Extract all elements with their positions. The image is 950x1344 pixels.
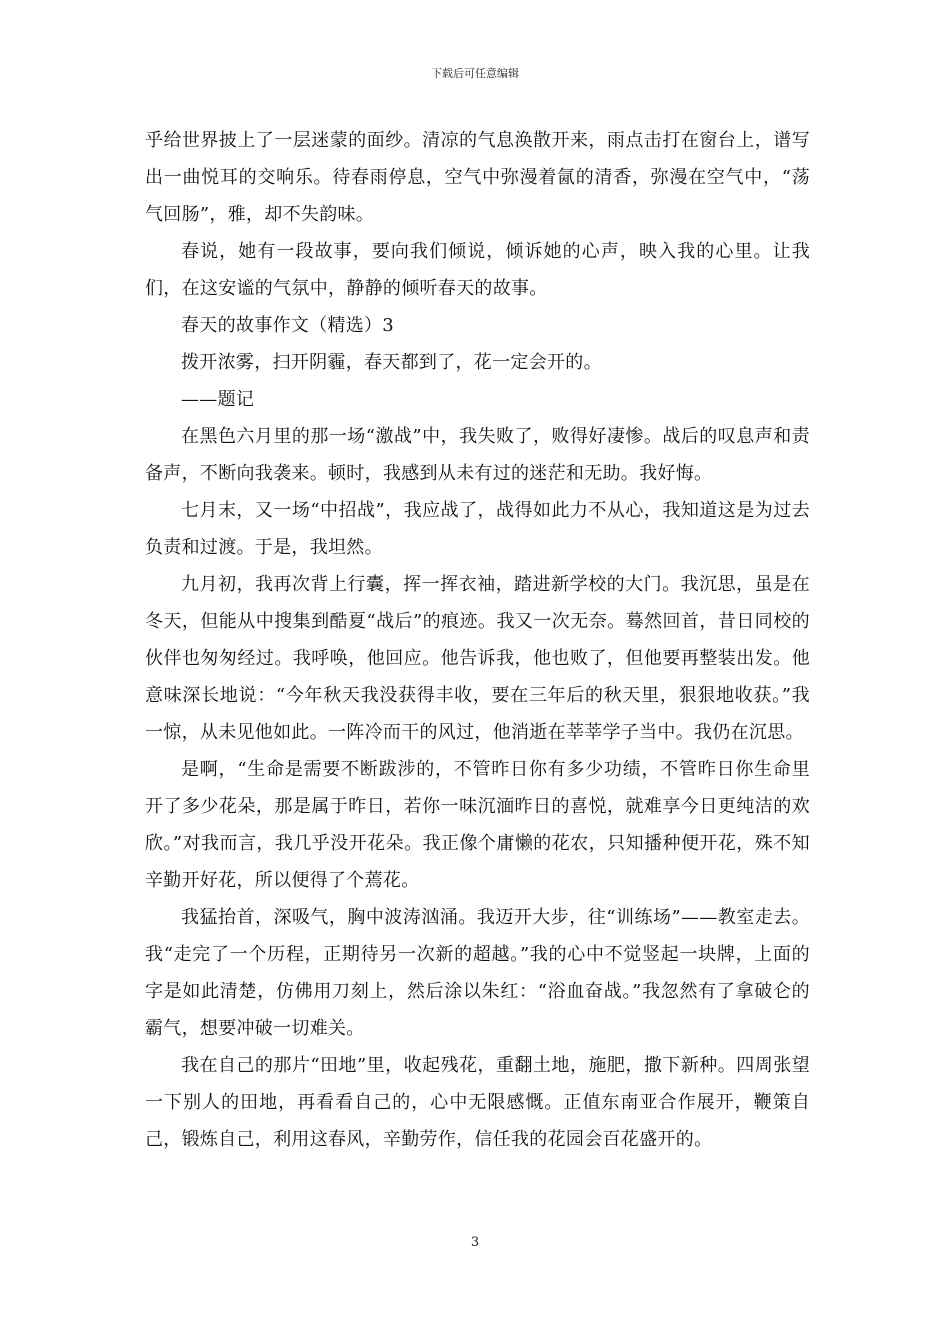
page-header: 下载后可任意编辑 bbox=[431, 67, 519, 80]
paragraph-10: 我猛抬首，深吸气，胸中波涛汹涌。我迈开大步，往“训练场”——教室走去。我“走完了一个历程，正期待另一次新的超越。”我的心中不觉竖起一块牌，上面的字是如此清楚，仿佛用刀刻上，然后涂以朱红：“浴血奋战。”我忽然有了拿破仑的霸气，想要冲破一切难关。 bbox=[145, 907, 810, 1039]
page-number: 3 bbox=[470, 1235, 480, 1250]
paragraph-7: 七月末，又一场“中招战”，我应战了，战得如此力不从心，我知道这是为过去负责和过渡。于是，我坦然。 bbox=[145, 500, 810, 558]
document-body bbox=[145, 122, 810, 1158]
paragraph-6: 在黑色六月里的那一场“激战”中，我失败了，败得好凄惨。战后的叹息声和责备声，不断向我袭来。顿时，我感到从未有过的迷茫和无助。我好悔。 bbox=[145, 426, 810, 484]
epigraph-attribution: ——题记 bbox=[181, 389, 255, 410]
paragraph-2: 春说，她有一段故事，要向我们倾说，倾诉她的心声，映入我的心里。让我们，在这安谧的气氛中，静静的倾听春天的故事。 bbox=[145, 241, 810, 299]
epigraph: 拨开浓雾，扫开阴霾，春天都到了，花一定会开的。 bbox=[181, 352, 602, 373]
paragraph-1: 乎给世界披上了一层迷蒙的面纱。清凉的气息涣散开来，雨点击打在窗台上，谱写出一曲悦耳的交响乐。待春雨停息，空气中弥漫着氤的清香，弥漫在空气中，“荡气回肠”，雅，却不失韵味。 bbox=[145, 130, 810, 225]
paragraph-8: 九月初，我再次背上行囊，挥一挥衣袖，踏进新学校的大门。我沉思，虽是在冬天，但能从中搜集到酷夏“战后”的痕迹。我又一次无奈。蓦然回首，昔日同校的伙伴也匆匆经过。我呼唤，他回应。他告诉我，他也败了，但他要再整装出发。他意味深长地说：“今年秋天我没获得丰收，要在三年后的秋天里，狠狠地收获。”我一惊，从未见他如此。一阵冷而干的风过，他消逝在莘莘学子当中。我仍在沉思。 bbox=[145, 574, 810, 743]
section-title: 春天的故事作文（精选）3 bbox=[181, 315, 395, 336]
paragraph-11: 我在自己的那片“田地”里，收起残花，重翻土地，施肥，撒下新种。四周张望一下别人的田地，再看看自己的，心中无限感慨。正值东南亚合作展开，鞭策自己，锻炼自己，利用这春风，辛勤劳作，信任我的花园会百花盛开的。 bbox=[145, 1055, 810, 1150]
paragraph-9: 是啊，“生命是需要不断跋涉的，不管昨日你有多少功绩，不管昨日你生命里开了多少花朵，那是属于昨日，若你一味沉湎昨日的喜悦，就难享今日更纯洁的欢欣。”对我而言，我几乎没开花朵。我正像个庸懒的花农，只知播种便开花，殊不知辛勤开好花，所以便得了个蔫花。 bbox=[145, 759, 810, 891]
